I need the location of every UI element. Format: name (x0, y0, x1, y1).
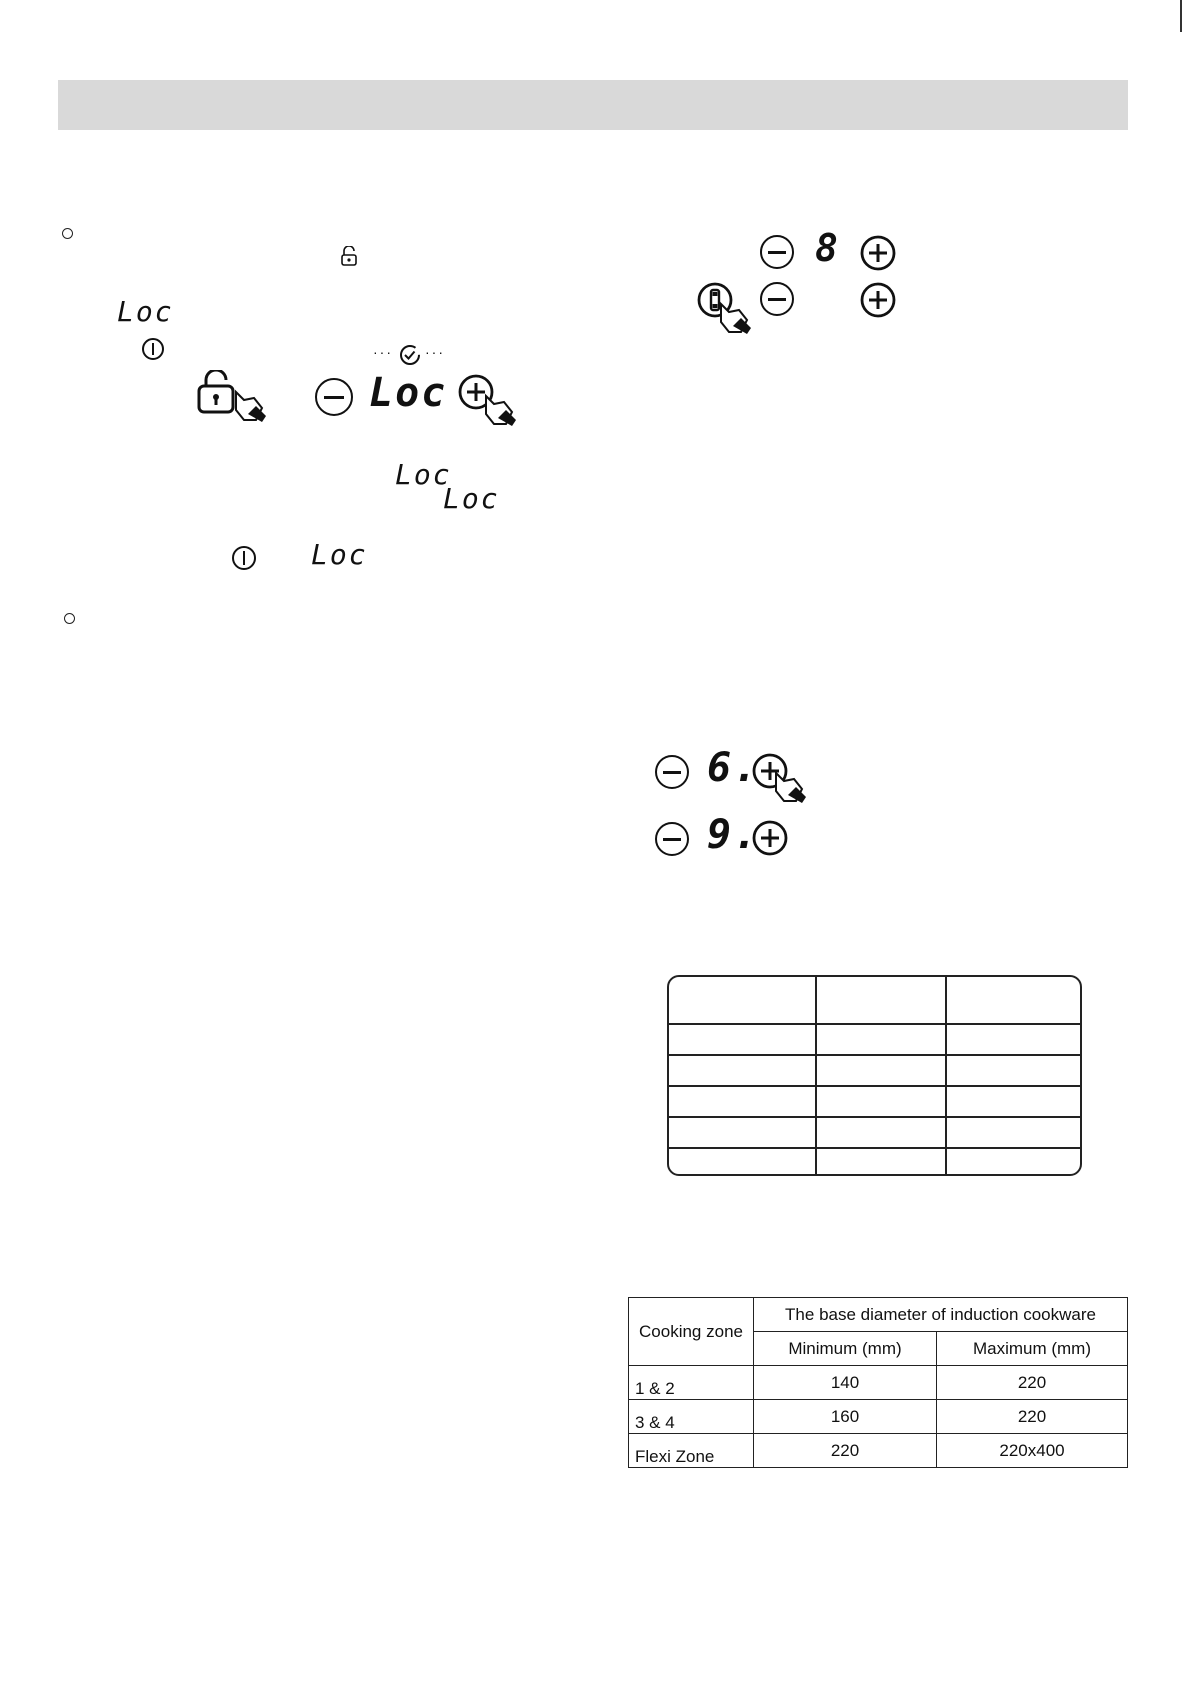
section-header-bar (58, 80, 1128, 130)
blank-grid-table (667, 975, 1082, 1176)
minus-button[interactable] (655, 822, 689, 856)
grid-row-divider (669, 1147, 1080, 1149)
minus-button[interactable] (760, 235, 794, 269)
minus-button[interactable] (655, 755, 689, 789)
minus-icon (324, 396, 344, 399)
plus-button[interactable] (860, 235, 896, 271)
lock-key-pressed[interactable] (196, 370, 276, 428)
minus-icon (663, 838, 681, 841)
loc-display-small-2: Loc (311, 538, 368, 571)
cell-min: 160 (754, 1400, 937, 1434)
grid-row-divider (669, 1085, 1080, 1087)
power-icon (141, 337, 165, 361)
minus-icon (663, 771, 681, 774)
zone-level-display: 8 (815, 226, 840, 270)
timer-dots-right: ··· (425, 344, 445, 360)
header-minimum: Minimum (mm) (754, 1332, 937, 1366)
grid-column-divider (815, 977, 817, 1174)
cell-max: 220 (937, 1400, 1128, 1434)
hand-press-icon (236, 392, 266, 422)
timer-dots-left: ··· (373, 344, 393, 360)
cell-max: 220 (937, 1366, 1128, 1400)
timer-icon (398, 343, 422, 367)
level-display-after: 9. (707, 812, 760, 858)
plus-button[interactable] (860, 282, 896, 318)
page-edge-mark (1180, 0, 1182, 32)
table-row (629, 1434, 1128, 1468)
level-display-before: 6. (707, 745, 760, 791)
cookware-diameter-table (628, 1297, 1128, 1468)
grid-column-divider (945, 977, 947, 1174)
loc-main-display: Loc (369, 370, 448, 416)
minus-icon (768, 298, 786, 301)
grid-row-divider (669, 1054, 1080, 1056)
minus-icon (768, 251, 786, 254)
cell-min: 220 (754, 1434, 937, 1468)
cell-zone: 1 & 2 (629, 1366, 754, 1400)
bullet-1 (62, 228, 73, 239)
table-row (629, 1400, 1128, 1434)
loc-display-small-1: Loc (117, 295, 174, 328)
header-base-diameter: The base diameter of induction cookware (754, 1298, 1128, 1332)
cell-zone: 3 & 4 (629, 1400, 754, 1434)
cell-zone: Flexi Zone (629, 1434, 754, 1468)
hand-press-icon (721, 304, 751, 334)
bullet-2 (64, 613, 75, 624)
minus-button[interactable] (760, 282, 794, 316)
loc-display-lower: Loc (443, 482, 500, 515)
lock-icon (340, 246, 358, 266)
loc-display-upper: Loc (395, 458, 452, 491)
plus-button[interactable] (752, 820, 788, 856)
plus-button-pressed[interactable] (458, 372, 530, 430)
grid-row-divider (669, 1116, 1080, 1118)
header-cooking-zone: Cooking zone (629, 1298, 754, 1366)
grid-row-divider (669, 1023, 1080, 1025)
hand-press-icon (776, 773, 806, 803)
header-maximum: Maximum (mm) (937, 1332, 1128, 1366)
plus-button-pressed[interactable] (752, 753, 816, 811)
cell-min: 140 (754, 1366, 937, 1400)
boost-key-pressed[interactable] (697, 282, 767, 342)
hand-press-icon (486, 396, 516, 426)
table-row (629, 1366, 1128, 1400)
power-icon (231, 545, 257, 571)
cell-max: 220x400 (937, 1434, 1128, 1468)
minus-button[interactable] (315, 378, 353, 416)
